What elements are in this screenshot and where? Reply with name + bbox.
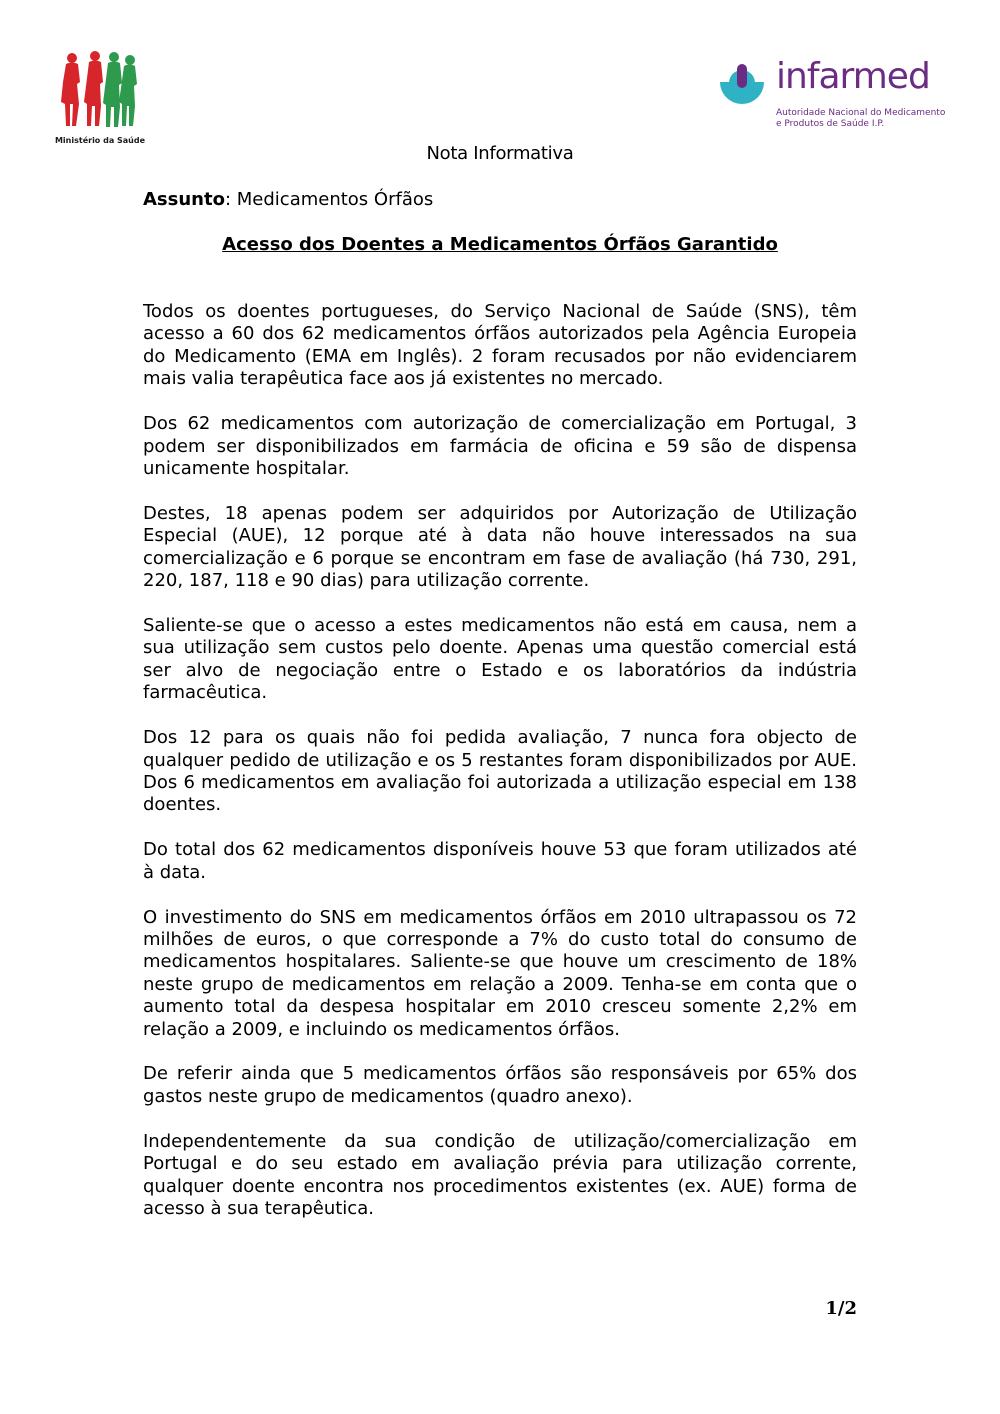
infarmed-wordmark: infarmed: [776, 56, 930, 97]
ministerio-saude-logo: [52, 48, 144, 148]
subject-label: Assunto: [143, 189, 225, 210]
paragraph-9: Independentemente da sua condição de utilização/comercialização em Portugal e do seu estado em avaliação prévia para utilização corrente, qualquer doente encontra nos procedimentos existentes (ex. AUE) forma de acesso à sua terapêutica.: [143, 1130, 857, 1219]
paragraph-3: Destes, 18 apenas podem ser adquiridos por Autorização de Utilização Especial (AUE), 12 porque até à data não houve interessados na sua comercialização e 6 porque se encontram em fase de avaliação (há 730, 291, 220, 187, 118 e 90 dias) para utilização corrente.: [143, 502, 857, 592]
paragraph-1: Todos os doentes portugueses, do Serviço Nacional de Saúde (SNS), têm acesso a 60 dos 62 medicamentos órfãos autorizados pela Agência Europeia do Medicamento (EMA em Inglês). 2 foram recusados por não evidenciarem mais valia terapêutica face aos já existentes no mercado.: [143, 301, 857, 390]
ministerio-caption: Ministério da Saúde: [54, 136, 146, 145]
document-body: [143, 301, 857, 1243]
paragraph-2: Dos 62 medicamentos com autorização de comercialização em Portugal, 3 podem ser disponibilizados em farmácia de oficina e 59 são de dispensa unicamente hospitalar.: [143, 413, 857, 479]
subject-line: [143, 189, 433, 210]
subject-separator: :: [224, 189, 237, 210]
document-type-title: Nota Informativa: [426, 143, 574, 164]
infarmed-subtitle-line1: Autoridade Nacional do Medicamento: [776, 108, 946, 118]
paragraph-7: O investimento do SNS em medicamentos órfãos em 2010 ultrapassou os 72 milhões de euros, o que corresponde a 7% do custo total do consumo de medicamentos hospitalares. Saliente-se que houve um crescimento de 18% neste grupo de medicamentos em relação a 2009. Tenha-se em conta que o aumento total da despesa hospitalar em 2010 cresceu somente 2,2% em relação a 2009, e incluindo os medicamentos órfãos.: [143, 906, 857, 1040]
headline: Acesso dos Doentes a Medicamentos Órfãos Garantido: [222, 234, 778, 255]
subject-value: Medicamentos Órfãos: [236, 189, 434, 210]
paragraph-4: Saliente-se que o acesso a estes medicamentos não está em causa, nem a sua utilização sem custos pelo doente. Apenas uma questão comercial está ser alvo de negociação entre o Estado e os laboratórios da indústria farmacêutica.: [143, 614, 857, 704]
infarmed-subtitle: [776, 108, 945, 130]
ministerio-figures-icon: [60, 48, 140, 132]
page-number: 1/2: [825, 1298, 857, 1319]
infarmed-subtitle-line2: e Produtos de Saúde I.P.: [776, 119, 885, 129]
paragraph-6: Do total dos 62 medicamentos disponíveis houve 53 que foram utilizados até à data.: [143, 839, 857, 883]
infarmed-mark-icon: [714, 60, 770, 116]
paragraph-8: De referir ainda que 5 medicamentos órfãos são responsáveis por 65% dos gastos neste grupo de medicamentos (quadro anexo).: [143, 1063, 857, 1107]
infarmed-logo: [714, 56, 946, 140]
paragraph-5: Dos 12 para os quais não foi pedida avaliação, 7 nunca fora objecto de qualquer pedido de utilização e os 5 restantes foram disponibilizados por AUE. Dos 6 medicamentos em avaliação foi autorizada a utilização especial em 138 doentes.: [143, 727, 857, 816]
